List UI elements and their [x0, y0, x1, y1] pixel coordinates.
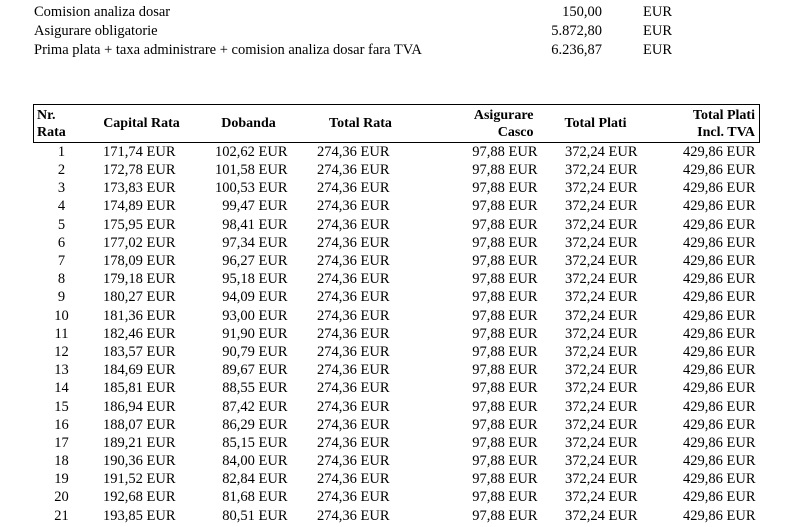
cell-total-plati-incl-tva: 429,86 EUR — [683, 325, 756, 342]
summary-label: Comision analiza dosar — [34, 4, 171, 20]
table-row — [34, 470, 760, 488]
table-row — [34, 325, 760, 343]
cell-dobanda: 96,27 EUR — [222, 253, 288, 270]
cell-total-plati-incl-tva: 429,86 EUR — [683, 216, 756, 233]
summary-amount: 150,00 — [562, 4, 602, 20]
cell-total-plati: 372,24 EUR — [565, 144, 638, 160]
cell-capital-rata: 175,95 EUR — [103, 216, 176, 233]
cell-asigurare-casco: 97,88 EUR — [472, 471, 538, 488]
cell-total-plati-incl-tva: 429,86 EUR — [683, 307, 756, 324]
summary-amount: 5.872,80 — [551, 23, 602, 39]
cell-total-rata: 274,36 EUR — [317, 307, 390, 324]
cell-total-rata: 274,36 EUR — [317, 289, 390, 306]
summary-row-comision — [34, 4, 674, 23]
payment-schedule — [33, 104, 759, 525]
cell-dobanda: 86,29 EUR — [222, 416, 288, 433]
table-row — [34, 452, 760, 470]
summary-label: Prima plata + taxa administrare + comision analiza dosar fara TVA — [34, 42, 422, 58]
cell-total-rata: 274,36 EUR — [317, 216, 390, 233]
cell-total-plati: 372,24 EUR — [565, 198, 638, 215]
cell-total-plati-incl-tva: 429,86 EUR — [683, 162, 756, 179]
cell-total-plati: 372,24 EUR — [565, 162, 638, 179]
cell-total-plati-incl-tva: 429,86 EUR — [683, 416, 756, 433]
cell-total-plati-incl-tva: 429,86 EUR — [683, 507, 756, 524]
cell-total-rata: 274,36 EUR — [317, 180, 390, 197]
summary-currency: EUR — [643, 23, 672, 39]
cell-total-plati: 372,24 EUR — [565, 289, 638, 306]
cell-total-plati-incl-tva: 429,86 EUR — [683, 434, 756, 451]
cell-capital-rata: 190,36 EUR — [103, 453, 176, 470]
table-row — [34, 507, 760, 525]
summary-currency: EUR — [643, 42, 672, 58]
cell-total-rata: 274,36 EUR — [317, 489, 390, 506]
cell-nr-rata: 20 — [54, 489, 69, 506]
cell-capital-rata: 173,83 EUR — [103, 180, 176, 197]
table-row — [34, 361, 760, 379]
cell-dobanda: 101,58 EUR — [215, 162, 288, 179]
cell-nr-rata: 3 — [57, 180, 66, 197]
cell-capital-rata: 180,27 EUR — [103, 289, 176, 306]
cell-total-plati-incl-tva: 429,86 EUR — [683, 380, 756, 397]
table-row — [34, 434, 760, 452]
cell-asigurare-casco: 97,88 EUR — [472, 507, 538, 524]
cell-asigurare-casco: 97,88 EUR — [472, 380, 538, 397]
cell-total-plati-incl-tva: 429,86 EUR — [683, 289, 756, 306]
payment-schedule-table — [33, 104, 760, 525]
cell-capital-rata: 174,89 EUR — [103, 198, 176, 215]
cell-total-plati: 372,24 EUR — [565, 416, 638, 433]
summary-row-prima-plata — [34, 42, 674, 61]
cell-nr-rata: 5 — [57, 216, 66, 233]
cell-total-plati-incl-tva: 429,86 EUR — [683, 234, 756, 251]
cell-capital-rata: 179,18 EUR — [103, 271, 176, 288]
cell-total-plati: 372,24 EUR — [565, 307, 638, 324]
cell-asigurare-casco: 97,88 EUR — [472, 307, 538, 324]
cell-total-plati: 372,24 EUR — [565, 471, 638, 488]
cell-dobanda: 89,67 EUR — [222, 362, 288, 379]
cell-capital-rata: 177,02 EUR — [103, 234, 176, 251]
cell-total-plati-incl-tva: 429,86 EUR — [683, 398, 756, 415]
cell-total-rata: 274,36 EUR — [317, 416, 390, 433]
table-row — [34, 270, 760, 288]
cell-dobanda: 100,53 EUR — [215, 180, 288, 197]
cell-total-rata: 274,36 EUR — [317, 198, 390, 215]
cell-nr-rata: 21 — [54, 507, 69, 524]
cell-total-rata: 274,36 EUR — [317, 271, 390, 288]
cell-nr-rata: 2 — [57, 162, 66, 179]
cell-total-plati: 372,24 EUR — [565, 343, 638, 360]
cell-total-plati: 372,24 EUR — [565, 216, 638, 233]
cell-asigurare-casco: 97,88 EUR — [472, 289, 538, 306]
header-dobanda: Dobanda — [221, 116, 276, 131]
cell-total-rata: 274,36 EUR — [317, 162, 390, 179]
cell-total-plati: 372,24 EUR — [565, 380, 638, 397]
cell-total-rata: 274,36 EUR — [317, 234, 390, 251]
cell-total-rata: 274,36 EUR — [317, 453, 390, 470]
cell-dobanda: 98,41 EUR — [222, 216, 288, 233]
cell-total-plati: 372,24 EUR — [565, 253, 638, 270]
cell-nr-rata: 18 — [54, 453, 69, 470]
cell-total-plati: 372,24 EUR — [565, 453, 638, 470]
cell-total-rata: 274,36 EUR — [317, 471, 390, 488]
cell-total-plati-incl-tva: 429,86 EUR — [683, 453, 756, 470]
cell-dobanda: 91,90 EUR — [222, 325, 288, 342]
cell-total-rata: 274,36 EUR — [317, 380, 390, 397]
cell-asigurare-casco: 97,88 EUR — [472, 162, 538, 179]
cell-total-plati: 372,24 EUR — [565, 362, 638, 379]
cell-asigurare-casco: 97,88 EUR — [472, 198, 538, 215]
cell-nr-rata: 19 — [54, 471, 69, 488]
cell-capital-rata: 181,36 EUR — [103, 307, 176, 324]
cost-summary — [34, 4, 674, 61]
table-row — [34, 343, 760, 361]
table-row — [34, 161, 760, 179]
cell-total-rata: 274,36 EUR — [317, 144, 390, 160]
cell-capital-rata: 188,07 EUR — [103, 416, 176, 433]
header-asigurare-casco: Asigurare Casco — [473, 107, 534, 140]
header-capital-rata: Capital Rata — [103, 116, 180, 131]
cell-nr-rata: 1 — [57, 144, 66, 160]
cell-dobanda: 99,47 EUR — [222, 198, 288, 215]
cell-capital-rata: 182,46 EUR — [103, 325, 176, 342]
cell-dobanda: 85,15 EUR — [222, 434, 288, 451]
cell-asigurare-casco: 97,88 EUR — [472, 453, 538, 470]
cell-total-plati-incl-tva: 429,86 EUR — [683, 362, 756, 379]
table-row — [34, 488, 760, 506]
cell-dobanda: 84,00 EUR — [222, 453, 288, 470]
cell-total-plati: 372,24 EUR — [565, 180, 638, 197]
cell-total-plati-incl-tva: 429,86 EUR — [683, 198, 756, 215]
header-total-plati-incl-tva: Total Plati Incl. TVA — [654, 105, 760, 143]
table-row — [34, 397, 760, 415]
cell-total-rata: 274,36 EUR — [317, 398, 390, 415]
cell-total-plati: 372,24 EUR — [565, 489, 638, 506]
cell-capital-rata: 192,68 EUR — [103, 489, 176, 506]
table-header — [34, 105, 760, 143]
cell-nr-rata: 8 — [57, 271, 66, 288]
cell-total-plati: 372,24 EUR — [565, 234, 638, 251]
cell-dobanda: 81,68 EUR — [222, 489, 288, 506]
cell-total-plati-incl-tva: 429,86 EUR — [683, 180, 756, 197]
cell-total-plati-incl-tva: 429,86 EUR — [683, 343, 756, 360]
cell-nr-rata: 13 — [54, 362, 69, 379]
cell-dobanda: 88,55 EUR — [222, 380, 288, 397]
table-row — [34, 234, 760, 252]
summary-amount: 6.236,87 — [551, 42, 602, 58]
cell-total-rata: 274,36 EUR — [317, 325, 390, 342]
cell-asigurare-casco: 97,88 EUR — [472, 234, 538, 251]
cell-nr-rata: 11 — [54, 325, 69, 342]
cell-capital-rata: 193,85 EUR — [103, 507, 176, 524]
cell-nr-rata: 16 — [54, 416, 69, 433]
cell-total-plati: 372,24 EUR — [565, 271, 638, 288]
cell-dobanda: 87,42 EUR — [222, 398, 288, 415]
table-body — [34, 143, 760, 525]
cell-capital-rata: 178,09 EUR — [103, 253, 176, 270]
cell-dobanda: 97,34 EUR — [222, 234, 288, 251]
table-row — [34, 197, 760, 215]
table-row — [34, 179, 760, 197]
cell-total-plati-incl-tva: 429,86 EUR — [683, 471, 756, 488]
table-row — [34, 416, 760, 434]
cell-capital-rata: 171,74 EUR — [103, 144, 176, 160]
cell-total-rata: 274,36 EUR — [317, 253, 390, 270]
cell-capital-rata: 191,52 EUR — [103, 471, 176, 488]
cell-total-plati: 372,24 EUR — [565, 434, 638, 451]
summary-row-asigurare — [34, 23, 674, 42]
cell-dobanda: 80,51 EUR — [222, 507, 288, 524]
table-row — [34, 143, 760, 162]
cell-dobanda: 90,79 EUR — [222, 343, 288, 360]
summary-label: Asigurare obligatorie — [34, 23, 158, 39]
table-row — [34, 288, 760, 306]
cell-nr-rata: 9 — [57, 289, 66, 306]
cell-total-rata: 274,36 EUR — [317, 362, 390, 379]
header-nr-rata: Nr. Rata — [34, 105, 90, 143]
cell-total-plati-incl-tva: 429,86 EUR — [683, 144, 756, 160]
cell-nr-rata: 14 — [54, 380, 69, 397]
table-row — [34, 252, 760, 270]
summary-currency: EUR — [643, 4, 672, 20]
table-row — [34, 216, 760, 234]
cell-capital-rata: 183,57 EUR — [103, 343, 176, 360]
cell-total-plati: 372,24 EUR — [565, 325, 638, 342]
cell-asigurare-casco: 97,88 EUR — [472, 253, 538, 270]
header-total-rata: Total Rata — [329, 116, 392, 131]
cell-total-plati-incl-tva: 429,86 EUR — [683, 271, 756, 288]
cell-dobanda: 93,00 EUR — [222, 307, 288, 324]
cell-total-plati-incl-tva: 429,86 EUR — [683, 253, 756, 270]
cell-capital-rata: 184,69 EUR — [103, 362, 176, 379]
cell-asigurare-casco: 97,88 EUR — [472, 216, 538, 233]
cell-dobanda: 102,62 EUR — [215, 144, 288, 160]
cell-asigurare-casco: 97,88 EUR — [472, 398, 538, 415]
cell-asigurare-casco: 97,88 EUR — [472, 325, 538, 342]
cell-asigurare-casco: 97,88 EUR — [472, 180, 538, 197]
cell-asigurare-casco: 97,88 EUR — [472, 271, 538, 288]
cell-total-rata: 274,36 EUR — [317, 507, 390, 524]
cell-total-rata: 274,36 EUR — [317, 434, 390, 451]
cell-capital-rata: 172,78 EUR — [103, 162, 176, 179]
cell-total-plati: 372,24 EUR — [565, 507, 638, 524]
cell-nr-rata: 4 — [57, 198, 66, 215]
cell-capital-rata: 189,21 EUR — [103, 434, 176, 451]
cell-nr-rata: 7 — [57, 253, 66, 270]
cell-dobanda: 95,18 EUR — [222, 271, 288, 288]
cell-asigurare-casco: 97,88 EUR — [472, 489, 538, 506]
cell-nr-rata: 10 — [54, 307, 69, 324]
cell-total-rata: 274,36 EUR — [317, 343, 390, 360]
table-row — [34, 307, 760, 325]
cell-asigurare-casco: 97,88 EUR — [472, 362, 538, 379]
cell-nr-rata: 15 — [54, 398, 69, 415]
cell-capital-rata: 185,81 EUR — [103, 380, 176, 397]
cell-nr-rata: 6 — [57, 234, 66, 251]
header-total-plati: Total Plati — [564, 116, 627, 131]
cell-total-plati: 372,24 EUR — [565, 398, 638, 415]
cell-capital-rata: 186,94 EUR — [103, 398, 176, 415]
cell-nr-rata: 17 — [54, 434, 69, 451]
cell-dobanda: 82,84 EUR — [222, 471, 288, 488]
cell-asigurare-casco: 97,88 EUR — [472, 416, 538, 433]
cell-nr-rata: 12 — [54, 343, 69, 360]
table-row — [34, 379, 760, 397]
cell-asigurare-casco: 97,88 EUR — [472, 144, 538, 160]
cell-total-plati-incl-tva: 429,86 EUR — [683, 489, 756, 506]
cell-asigurare-casco: 97,88 EUR — [472, 434, 538, 451]
cell-asigurare-casco: 97,88 EUR — [472, 343, 538, 360]
cell-dobanda: 94,09 EUR — [222, 289, 288, 306]
